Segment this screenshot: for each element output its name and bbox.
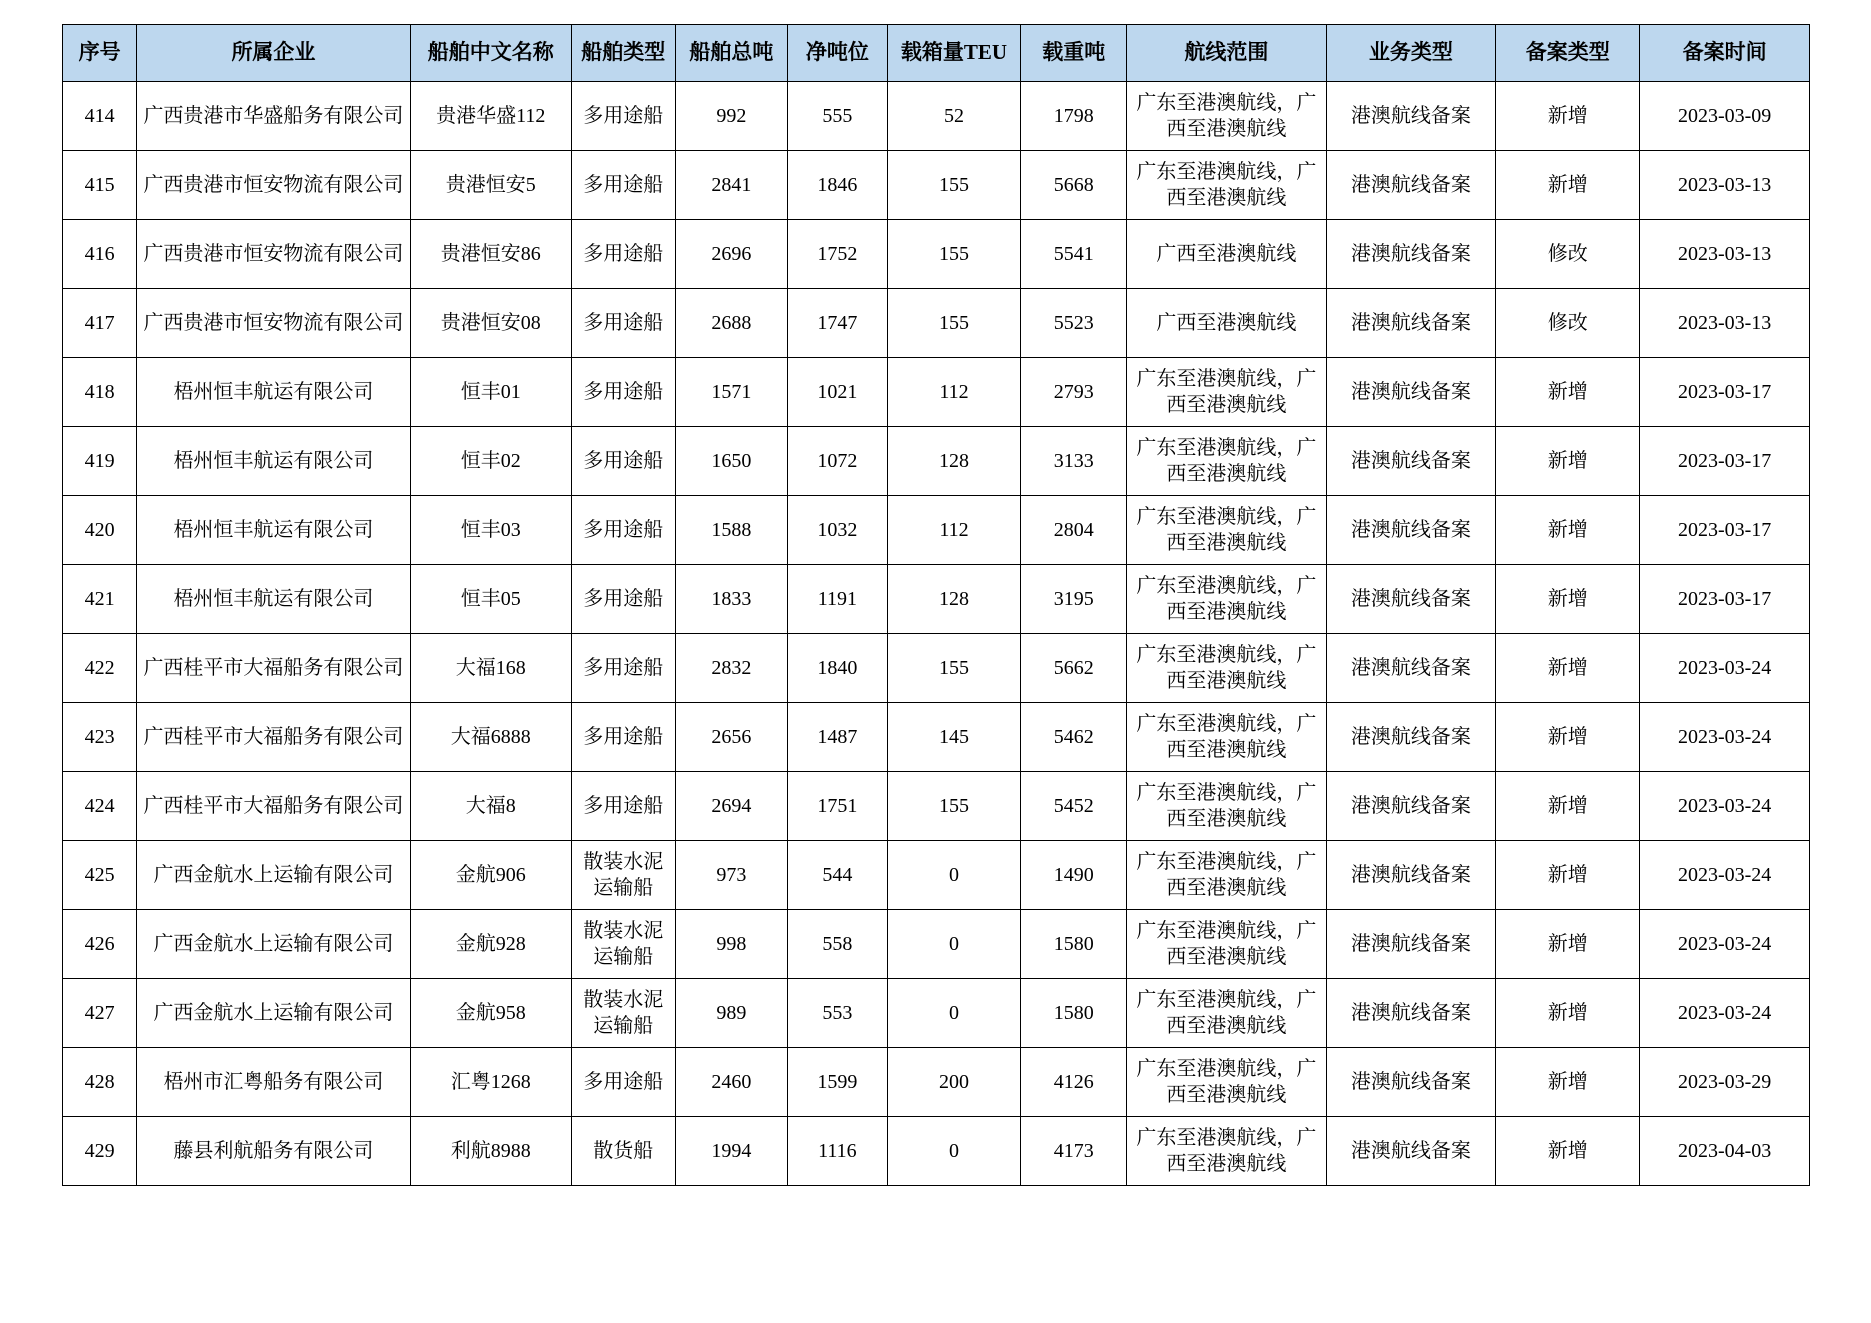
cell-ship-type: 多用途船: [571, 703, 675, 772]
table-row: [63, 910, 1810, 979]
table-row: [63, 220, 1810, 289]
cell-filing-type: 新增: [1496, 634, 1640, 703]
cell-business-type: 港澳航线备案: [1326, 634, 1496, 703]
cell-gross-tonnage: 2841: [675, 151, 787, 220]
cell-ship-name: 大福6888: [410, 703, 571, 772]
column-header-route: 航线范围: [1127, 25, 1326, 82]
table-row: [63, 979, 1810, 1048]
cell-filing-date: 2023-03-24: [1640, 634, 1810, 703]
cell-company: 广西桂平市大福船务有限公司: [137, 772, 410, 841]
cell-ship-name: 贵港华盛112: [410, 82, 571, 151]
cell-company: 梧州恒丰航运有限公司: [137, 496, 410, 565]
cell-filing-type: 新增: [1496, 358, 1640, 427]
cell-company: 广西桂平市大福船务有限公司: [137, 703, 410, 772]
cell-deadweight: 3195: [1021, 565, 1127, 634]
table-row: [63, 289, 1810, 358]
cell-index: 425: [63, 841, 137, 910]
cell-teu: 128: [887, 427, 1021, 496]
cell-teu: 145: [887, 703, 1021, 772]
cell-net-tonnage: 1072: [788, 427, 888, 496]
cell-filing-type: 修改: [1496, 220, 1640, 289]
cell-gross-tonnage: 1650: [675, 427, 787, 496]
cell-deadweight: 5662: [1021, 634, 1127, 703]
cell-gross-tonnage: 1994: [675, 1117, 787, 1186]
cell-net-tonnage: 1752: [788, 220, 888, 289]
cell-business-type: 港澳航线备案: [1326, 358, 1496, 427]
cell-filing-type: 新增: [1496, 427, 1640, 496]
cell-filing-date: 2023-03-17: [1640, 358, 1810, 427]
cell-ship-name: 金航958: [410, 979, 571, 1048]
table-row: [63, 841, 1810, 910]
table-body: [63, 82, 1810, 1186]
cell-filing-date: 2023-03-24: [1640, 910, 1810, 979]
cell-net-tonnage: 1487: [788, 703, 888, 772]
table-row: [63, 772, 1810, 841]
cell-ship-type: 散装水泥运输船: [571, 910, 675, 979]
cell-index: 428: [63, 1048, 137, 1117]
cell-route: 广东至港澳航线，广西至港澳航线: [1127, 841, 1326, 910]
cell-route: 广东至港澳航线，广西至港澳航线: [1127, 496, 1326, 565]
cell-ship-name: 金航906: [410, 841, 571, 910]
cell-index: 423: [63, 703, 137, 772]
table-row: [63, 634, 1810, 703]
cell-ship-name: 利航8988: [410, 1117, 571, 1186]
cell-index: 426: [63, 910, 137, 979]
cell-net-tonnage: 1846: [788, 151, 888, 220]
cell-teu: 155: [887, 220, 1021, 289]
table-row: [63, 1117, 1810, 1186]
column-header-net-tonnage: 净吨位: [788, 25, 888, 82]
cell-ship-name: 汇粤1268: [410, 1048, 571, 1117]
cell-gross-tonnage: 992: [675, 82, 787, 151]
cell-teu: 0: [887, 979, 1021, 1048]
cell-gross-tonnage: 1588: [675, 496, 787, 565]
cell-company: 广西贵港市华盛船务有限公司: [137, 82, 410, 151]
cell-route: 广东至港澳航线，广西至港澳航线: [1127, 634, 1326, 703]
cell-index: 421: [63, 565, 137, 634]
cell-ship-name: 恒丰03: [410, 496, 571, 565]
cell-filing-date: 2023-03-13: [1640, 220, 1810, 289]
table-row: [63, 1048, 1810, 1117]
cell-ship-name: 贵港恒安08: [410, 289, 571, 358]
cell-filing-type: 新增: [1496, 1117, 1640, 1186]
cell-filing-date: 2023-03-24: [1640, 841, 1810, 910]
column-header-filing-date: 备案时间: [1640, 25, 1810, 82]
cell-deadweight: 3133: [1021, 427, 1127, 496]
cell-route: 广东至港澳航线，广西至港澳航线: [1127, 1117, 1326, 1186]
cell-company: 广西金航水上运输有限公司: [137, 841, 410, 910]
cell-deadweight: 2804: [1021, 496, 1127, 565]
cell-deadweight: 1798: [1021, 82, 1127, 151]
cell-ship-name: 金航928: [410, 910, 571, 979]
cell-filing-type: 新增: [1496, 841, 1640, 910]
cell-index: 416: [63, 220, 137, 289]
cell-route: 广东至港澳航线，广西至港澳航线: [1127, 358, 1326, 427]
cell-filing-type: 修改: [1496, 289, 1640, 358]
cell-gross-tonnage: 998: [675, 910, 787, 979]
cell-deadweight: 4173: [1021, 1117, 1127, 1186]
cell-filing-type: 新增: [1496, 151, 1640, 220]
cell-ship-type: 多用途船: [571, 634, 675, 703]
column-header-ship-type: 船舶类型: [571, 25, 675, 82]
cell-teu: 200: [887, 1048, 1021, 1117]
table-header: [63, 25, 1810, 82]
cell-route: 广西至港澳航线: [1127, 220, 1326, 289]
cell-index: 419: [63, 427, 137, 496]
cell-route: 广东至港澳航线，广西至港澳航线: [1127, 1048, 1326, 1117]
cell-teu: 52: [887, 82, 1021, 151]
cell-teu: 112: [887, 358, 1021, 427]
cell-teu: 155: [887, 151, 1021, 220]
cell-route: 广东至港澳航线，广西至港澳航线: [1127, 151, 1326, 220]
cell-index: 420: [63, 496, 137, 565]
cell-ship-name: 恒丰01: [410, 358, 571, 427]
cell-filing-type: 新增: [1496, 772, 1640, 841]
cell-route: 广东至港澳航线，广西至港澳航线: [1127, 979, 1326, 1048]
cell-company: 梧州恒丰航运有限公司: [137, 358, 410, 427]
cell-route: 广东至港澳航线，广西至港澳航线: [1127, 703, 1326, 772]
cell-deadweight: 4126: [1021, 1048, 1127, 1117]
cell-gross-tonnage: 2832: [675, 634, 787, 703]
cell-company: 梧州恒丰航运有限公司: [137, 565, 410, 634]
cell-index: 415: [63, 151, 137, 220]
cell-route: 广东至港澳航线，广西至港澳航线: [1127, 772, 1326, 841]
table-row: [63, 703, 1810, 772]
cell-filing-type: 新增: [1496, 565, 1640, 634]
cell-ship-type: 多用途船: [571, 565, 675, 634]
cell-ship-name: 恒丰02: [410, 427, 571, 496]
cell-ship-type: 多用途船: [571, 358, 675, 427]
cell-company: 梧州恒丰航运有限公司: [137, 427, 410, 496]
cell-business-type: 港澳航线备案: [1326, 772, 1496, 841]
cell-ship-type: 散货船: [571, 1117, 675, 1186]
cell-teu: 155: [887, 289, 1021, 358]
cell-company: 广西金航水上运输有限公司: [137, 979, 410, 1048]
cell-filing-date: 2023-03-24: [1640, 772, 1810, 841]
cell-deadweight: 5462: [1021, 703, 1127, 772]
cell-ship-name: 恒丰05: [410, 565, 571, 634]
cell-filing-date: 2023-03-09: [1640, 82, 1810, 151]
column-header-filing-type: 备案类型: [1496, 25, 1640, 82]
cell-filing-date: 2023-03-17: [1640, 427, 1810, 496]
cell-teu: 112: [887, 496, 1021, 565]
cell-filing-date: 2023-03-13: [1640, 289, 1810, 358]
cell-route: 广东至港澳航线，广西至港澳航线: [1127, 82, 1326, 151]
cell-ship-type: 多用途船: [571, 772, 675, 841]
cell-deadweight: 5668: [1021, 151, 1127, 220]
cell-net-tonnage: 1191: [788, 565, 888, 634]
cell-teu: 0: [887, 841, 1021, 910]
cell-company: 藤县利航船务有限公司: [137, 1117, 410, 1186]
cell-business-type: 港澳航线备案: [1326, 496, 1496, 565]
cell-business-type: 港澳航线备案: [1326, 82, 1496, 151]
cell-ship-type: 多用途船: [571, 82, 675, 151]
cell-deadweight: 5452: [1021, 772, 1127, 841]
cell-gross-tonnage: 2694: [675, 772, 787, 841]
cell-net-tonnage: 1032: [788, 496, 888, 565]
cell-net-tonnage: 558: [788, 910, 888, 979]
cell-business-type: 港澳航线备案: [1326, 910, 1496, 979]
cell-net-tonnage: 553: [788, 979, 888, 1048]
cell-index: 429: [63, 1117, 137, 1186]
cell-ship-type: 多用途船: [571, 151, 675, 220]
cell-company: 梧州市汇粤船务有限公司: [137, 1048, 410, 1117]
cell-business-type: 港澳航线备案: [1326, 1117, 1496, 1186]
cell-company: 广西贵港市恒安物流有限公司: [137, 289, 410, 358]
table-row: [63, 82, 1810, 151]
cell-net-tonnage: 1751: [788, 772, 888, 841]
cell-route: 广东至港澳航线，广西至港澳航线: [1127, 427, 1326, 496]
cell-net-tonnage: 1599: [788, 1048, 888, 1117]
cell-business-type: 港澳航线备案: [1326, 1048, 1496, 1117]
cell-net-tonnage: 1747: [788, 289, 888, 358]
cell-index: 427: [63, 979, 137, 1048]
cell-ship-type: 多用途船: [571, 427, 675, 496]
cell-index: 418: [63, 358, 137, 427]
cell-ship-type: 散装水泥运输船: [571, 841, 675, 910]
cell-filing-type: 新增: [1496, 910, 1640, 979]
table-row: [63, 427, 1810, 496]
cell-ship-type: 散装水泥运输船: [571, 979, 675, 1048]
cell-net-tonnage: 544: [788, 841, 888, 910]
cell-gross-tonnage: 989: [675, 979, 787, 1048]
cell-net-tonnage: 555: [788, 82, 888, 151]
cell-business-type: 港澳航线备案: [1326, 220, 1496, 289]
cell-route: 广东至港澳航线，广西至港澳航线: [1127, 910, 1326, 979]
cell-ship-name: 贵港恒安5: [410, 151, 571, 220]
cell-filing-date: 2023-03-17: [1640, 565, 1810, 634]
cell-teu: 0: [887, 1117, 1021, 1186]
cell-gross-tonnage: 1571: [675, 358, 787, 427]
cell-deadweight: 1490: [1021, 841, 1127, 910]
cell-deadweight: 1580: [1021, 979, 1127, 1048]
cell-business-type: 港澳航线备案: [1326, 703, 1496, 772]
cell-gross-tonnage: 2656: [675, 703, 787, 772]
cell-ship-type: 多用途船: [571, 220, 675, 289]
column-header-index: 序号: [63, 25, 137, 82]
column-header-deadweight: 载重吨: [1021, 25, 1127, 82]
cell-route: 广西至港澳航线: [1127, 289, 1326, 358]
table-row: [63, 565, 1810, 634]
cell-company: 广西贵港市恒安物流有限公司: [137, 151, 410, 220]
cell-filing-date: 2023-04-03: [1640, 1117, 1810, 1186]
cell-teu: 128: [887, 565, 1021, 634]
cell-company: 广西贵港市恒安物流有限公司: [137, 220, 410, 289]
cell-deadweight: 1580: [1021, 910, 1127, 979]
table-row: [63, 358, 1810, 427]
column-header-teu: 载箱量TEU: [887, 25, 1021, 82]
cell-deadweight: 2793: [1021, 358, 1127, 427]
cell-index: 417: [63, 289, 137, 358]
cell-gross-tonnage: 2460: [675, 1048, 787, 1117]
column-header-ship-name: 船舶中文名称: [410, 25, 571, 82]
cell-net-tonnage: 1021: [788, 358, 888, 427]
cell-teu: 0: [887, 910, 1021, 979]
cell-gross-tonnage: 973: [675, 841, 787, 910]
table-row: [63, 496, 1810, 565]
cell-gross-tonnage: 1833: [675, 565, 787, 634]
cell-filing-date: 2023-03-24: [1640, 979, 1810, 1048]
cell-ship-type: 多用途船: [571, 496, 675, 565]
cell-ship-name: 贵港恒安86: [410, 220, 571, 289]
cell-filing-type: 新增: [1496, 979, 1640, 1048]
cell-net-tonnage: 1116: [788, 1117, 888, 1186]
cell-teu: 155: [887, 772, 1021, 841]
cell-business-type: 港澳航线备案: [1326, 979, 1496, 1048]
cell-route: 广东至港澳航线，广西至港澳航线: [1127, 565, 1326, 634]
cell-filing-type: 新增: [1496, 703, 1640, 772]
cell-index: 414: [63, 82, 137, 151]
ship-filing-table: [62, 24, 1810, 1186]
cell-filing-date: 2023-03-24: [1640, 703, 1810, 772]
cell-ship-name: 大福8: [410, 772, 571, 841]
column-header-business-type: 业务类型: [1326, 25, 1496, 82]
cell-business-type: 港澳航线备案: [1326, 151, 1496, 220]
cell-filing-date: 2023-03-29: [1640, 1048, 1810, 1117]
cell-deadweight: 5523: [1021, 289, 1127, 358]
cell-gross-tonnage: 2688: [675, 289, 787, 358]
cell-business-type: 港澳航线备案: [1326, 427, 1496, 496]
cell-filing-date: 2023-03-13: [1640, 151, 1810, 220]
cell-filing-date: 2023-03-17: [1640, 496, 1810, 565]
cell-ship-type: 多用途船: [571, 289, 675, 358]
cell-ship-name: 大福168: [410, 634, 571, 703]
cell-net-tonnage: 1840: [788, 634, 888, 703]
cell-index: 422: [63, 634, 137, 703]
cell-deadweight: 5541: [1021, 220, 1127, 289]
cell-filing-type: 新增: [1496, 82, 1640, 151]
table-row: [63, 151, 1810, 220]
cell-filing-type: 新增: [1496, 1048, 1640, 1117]
cell-company: 广西桂平市大福船务有限公司: [137, 634, 410, 703]
cell-business-type: 港澳航线备案: [1326, 565, 1496, 634]
cell-gross-tonnage: 2696: [675, 220, 787, 289]
cell-filing-type: 新增: [1496, 496, 1640, 565]
column-header-gross-tonnage: 船舶总吨: [675, 25, 787, 82]
column-header-company: 所属企业: [137, 25, 410, 82]
cell-teu: 155: [887, 634, 1021, 703]
cell-business-type: 港澳航线备案: [1326, 841, 1496, 910]
cell-company: 广西金航水上运输有限公司: [137, 910, 410, 979]
cell-ship-type: 多用途船: [571, 1048, 675, 1117]
cell-index: 424: [63, 772, 137, 841]
cell-business-type: 港澳航线备案: [1326, 289, 1496, 358]
table-header-row: [63, 25, 1810, 82]
